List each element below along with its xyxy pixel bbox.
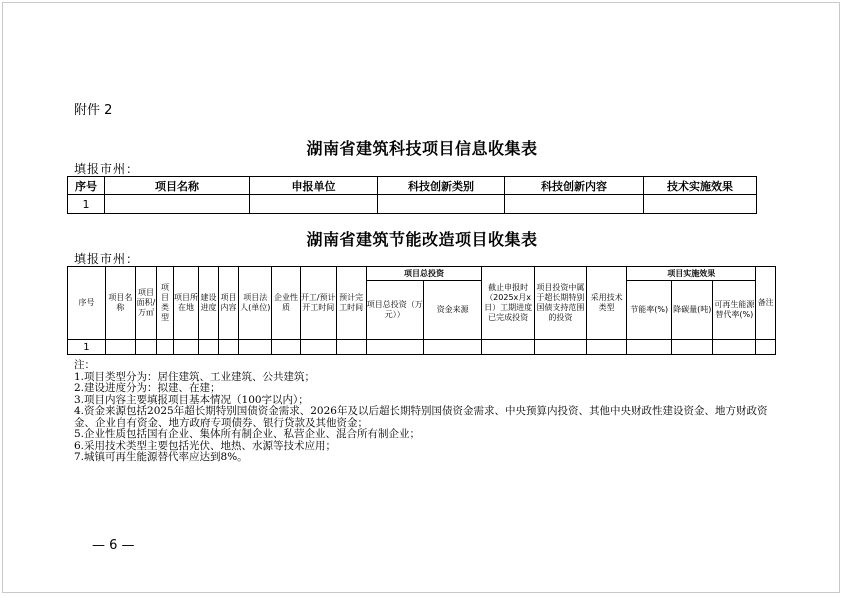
attachment-label: 附件 2 [74, 103, 113, 118]
header-project-type: 项目类型 [157, 267, 173, 340]
header-funding-source: 资金来源 [423, 281, 481, 340]
table-cell[interactable] [423, 340, 481, 355]
tech-project-table [67, 176, 757, 214]
note-line: 4.资金来源包括2025年超长期特别国债资金需求、2026年及以后超长期特别国债资金需求、中央预算内投资、其他中央财政性建设资金、地方财政资金、企业自有资金、地方政府专项债券、银行贷款及其他资金； [74, 405, 768, 429]
header-innovation-content: 科技创新内容 [505, 177, 644, 195]
table-cell[interactable] [627, 340, 672, 355]
page-number: — 6 — [92, 538, 135, 553]
table-cell[interactable] [157, 340, 173, 355]
table-cell[interactable] [505, 195, 644, 214]
header-energy-saving-rate: 节能率(%) [627, 281, 672, 340]
note-line: 3.项目内容主要填报项目基本情况（100字以内）； [74, 393, 309, 406]
energy-retrofit-table [67, 266, 776, 355]
header-completed-investment: 截止申报时（2025x月x日）工期进度已完成投资 [482, 267, 534, 340]
table-cell[interactable] [672, 340, 713, 355]
header-enterprise-nature: 企业性质 [272, 267, 301, 340]
table-cell[interactable] [239, 340, 272, 355]
header-location: 项目所在地 [173, 267, 199, 340]
table2-fill-label: 填报市州： [74, 252, 140, 266]
table-cell[interactable] [199, 340, 218, 355]
table-cell[interactable] [218, 340, 239, 355]
table-cell[interactable] [482, 340, 534, 355]
table-cell[interactable] [378, 195, 505, 214]
note-line: 1.项目类型分为：居住建筑、工业建筑、公共建筑； [74, 370, 316, 383]
header-implementation-effect: 技术实施效果 [644, 177, 757, 195]
header-project-name: 项目名称 [105, 177, 250, 195]
note-line: 2.建设进度分为：拟建、在建； [74, 382, 221, 394]
table-row [68, 340, 776, 355]
table-cell[interactable] [336, 340, 366, 355]
table-cell[interactable] [644, 195, 757, 214]
table-header-row [68, 177, 757, 195]
header-remark: 备注 [756, 267, 776, 340]
table-cell[interactable]: 1 [68, 195, 105, 214]
header-effect-group: 项目实施效果 [627, 267, 756, 281]
table-cell[interactable] [300, 340, 336, 355]
header-tech-type: 采用技术类型 [587, 267, 627, 340]
notes-block [74, 360, 786, 464]
header-project-name: 项目名称 [105, 267, 135, 340]
header-progress: 建设进度 [199, 267, 218, 340]
header-innovation-category: 科技创新类别 [378, 177, 505, 195]
header-renewable-rate: 可再生能源替代率(%) [713, 281, 756, 340]
table-cell[interactable] [587, 340, 627, 355]
header-finish-time: 预计完工时间 [336, 267, 366, 340]
table1-fill-label: 填报市州： [74, 162, 140, 176]
table-cell[interactable] [135, 340, 157, 355]
note-line: 6.采用技术类型主要包括光伏、地热、水源等技术应用； [74, 439, 337, 452]
header-carbon-reduction: 降碳量(吨) [672, 281, 713, 340]
note-line: 注： [74, 359, 95, 371]
header-seq: 序号 [68, 177, 105, 195]
table-header-row [68, 267, 776, 281]
header-total-investment: 项目总投资（万元）） [366, 281, 423, 340]
table2-title: 湖南省建筑节能改造项目收集表 [306, 230, 538, 249]
table-cell[interactable] [534, 340, 586, 355]
note-line: 7.城镇可再生能源替代率应达到8%。 [74, 451, 248, 463]
note-line: 5.企业性质包括国有企业、集体所有制企业、私营企业、混合所有制企业； [74, 428, 421, 440]
header-content: 项目内容 [218, 267, 239, 340]
header-area: 项目面积/万㎡ [135, 267, 157, 340]
header-investment-group: 项目总投资 [366, 267, 482, 281]
table-cell[interactable] [173, 340, 199, 355]
table-cell[interactable] [250, 195, 378, 214]
table-cell[interactable] [756, 340, 776, 355]
header-start-time: 开工/预计开工时间 [300, 267, 336, 340]
header-ultra-long-bond: 项目投资中属于超长期特别国债支持范围的投资 [534, 267, 586, 340]
table-cell[interactable] [105, 340, 135, 355]
table-cell[interactable]: 1 [68, 340, 106, 355]
header-seq: 序号 [68, 267, 106, 340]
table1-title: 湖南省建筑科技项目信息收集表 [306, 139, 538, 158]
table-row [68, 195, 757, 214]
table-cell[interactable] [366, 340, 423, 355]
table-cell[interactable] [105, 195, 250, 214]
table-cell[interactable] [713, 340, 756, 355]
table-cell[interactable] [272, 340, 301, 355]
header-legal-entity: 项目法人(单位) [239, 267, 272, 340]
header-applicant: 申报单位 [250, 177, 378, 195]
